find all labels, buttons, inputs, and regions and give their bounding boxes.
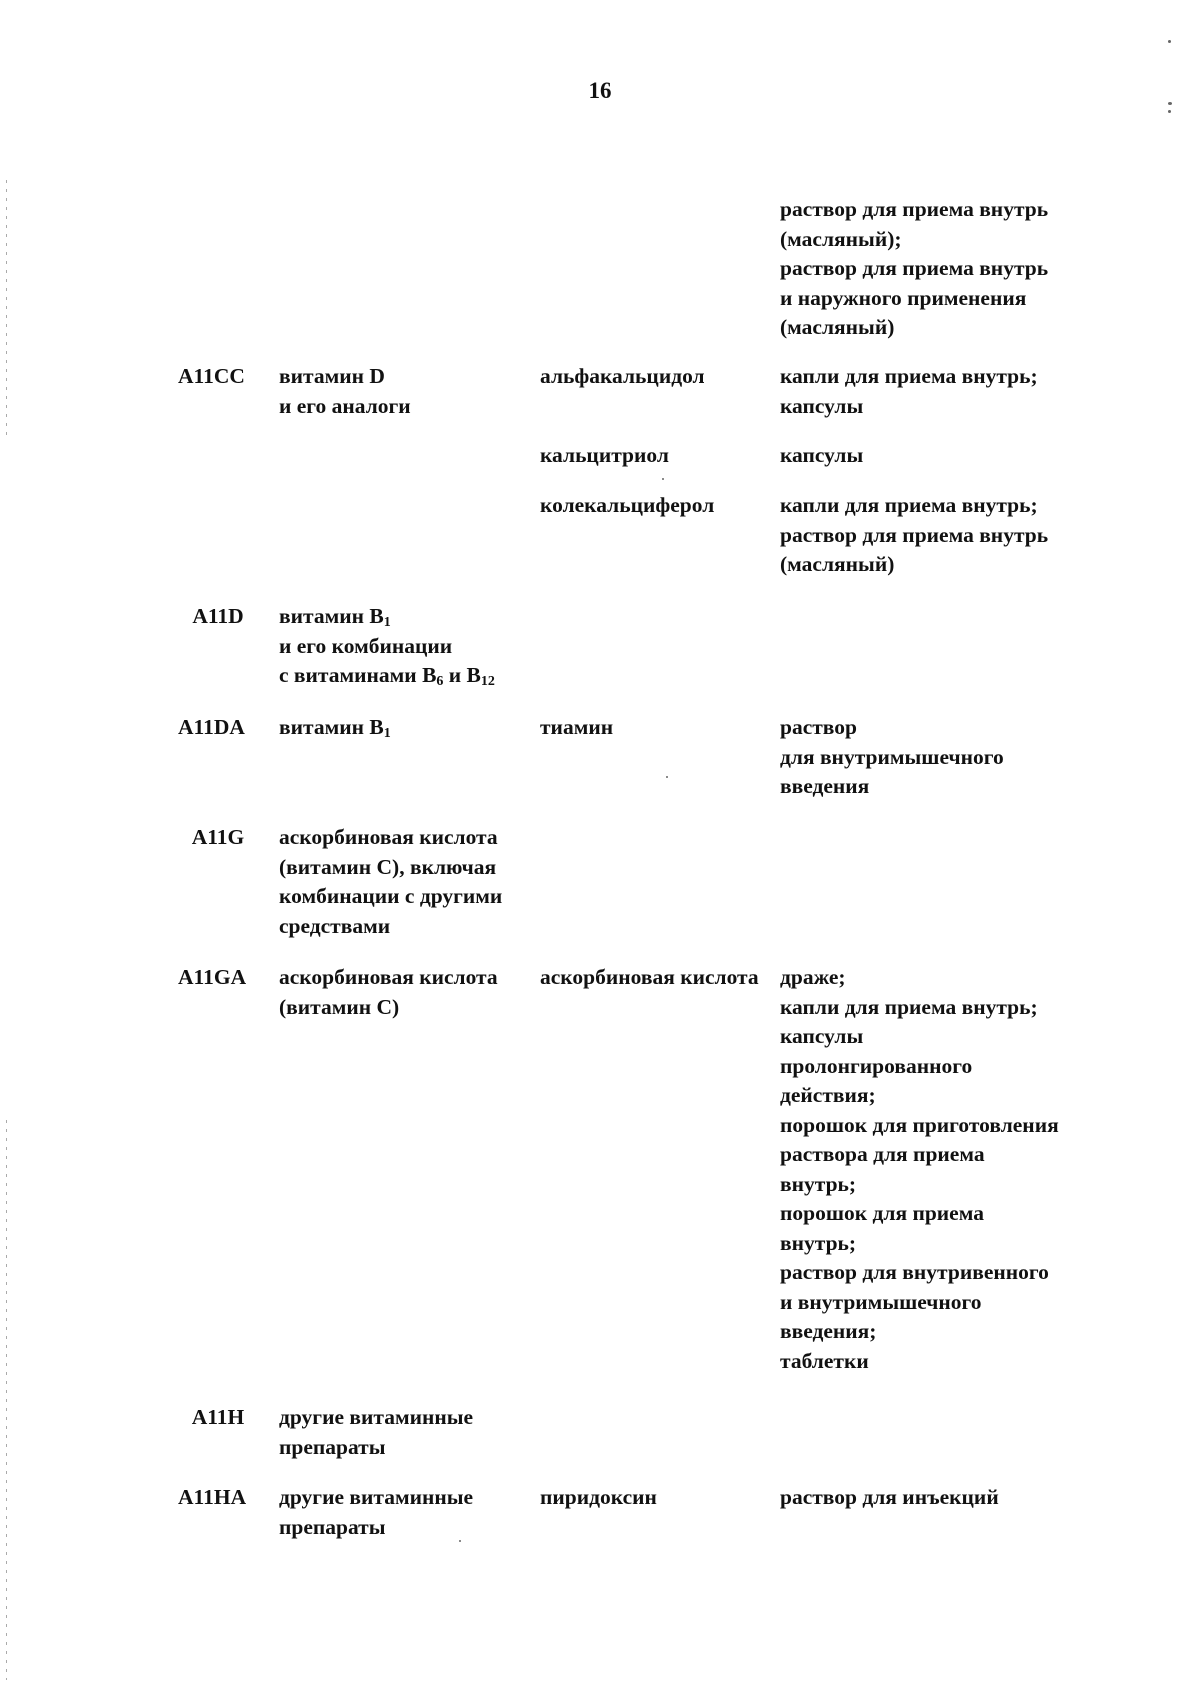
drug-name: аскорбиновая кислота [540, 965, 759, 989]
scan-edge [6, 180, 7, 440]
subscript: 1 [383, 726, 391, 741]
atc-code: A11DA [178, 715, 245, 739]
atc-group: другие витаминные препараты [279, 1405, 474, 1459]
dosage-form: раствор для приема внутрь (масляный); раствор для приема внутрь и наружного применения (масляный) [780, 197, 1049, 339]
dosage-form: драже; капли для приема внутрь; капсулы пролонгированного действия; порошок для приготовления раствора для приема внутрь; порошок для приема внутрь; раствор для внутривенного и внутримышечного введения; таблетки [780, 965, 1059, 1373]
dosage-form: капли для приема внутрь; капсулы [780, 364, 1038, 418]
dosage-form: капли для приема внутрь; раствор для приема внутрь (масляный) [780, 493, 1049, 576]
group-line: и его комбинации [279, 633, 453, 658]
drug-name: колекальциферол [540, 493, 715, 517]
group-line: витамин B [279, 715, 384, 739]
atc-group: витамин D и его аналоги [279, 364, 411, 418]
atc-group: аскорбиновая кислота (витамин C) [279, 965, 498, 1019]
atc-code: A11HA [178, 1485, 247, 1509]
dosage-form: капсулы [780, 443, 864, 467]
atc-code: A11H [191, 1405, 245, 1429]
scan-speck [1168, 40, 1171, 43]
drug-name: кальцитриол [540, 443, 669, 467]
group-line: с витаминами B [279, 663, 437, 687]
atc-code: A11GA [178, 965, 247, 989]
scan-speck [662, 478, 664, 480]
drug-name: альфакальцидол [540, 364, 705, 388]
atc-code: A11CC [178, 364, 245, 388]
drug-name: пиридоксин [540, 1485, 657, 1509]
subscript: 1 [383, 615, 391, 630]
page-number: 16 [588, 78, 612, 103]
group-line: витамин B [279, 604, 384, 628]
dosage-form: раствор для инъекций [780, 1485, 999, 1509]
subscript: 6 [436, 674, 444, 689]
atc-group [279, 713, 529, 743]
dosage-form: раствор для внутримышечного введения [780, 715, 1004, 798]
atc-group: аскорбиновая кислота (витамин C), включая комбинации с другими средствами [279, 825, 503, 938]
scan-speck [666, 776, 668, 778]
scan-speck [1168, 102, 1172, 105]
atc-group [279, 602, 529, 691]
scan-edge [6, 1120, 7, 1680]
atc-group: другие витаминные препараты [279, 1485, 474, 1539]
scan-speck [459, 1540, 461, 1542]
atc-code: A11G [191, 825, 245, 849]
subscript: 12 [480, 674, 495, 689]
scan-speck [1168, 110, 1171, 113]
group-line: и B [443, 663, 481, 687]
drug-name: тиамин [540, 715, 614, 739]
atc-code: A11D [192, 604, 244, 628]
